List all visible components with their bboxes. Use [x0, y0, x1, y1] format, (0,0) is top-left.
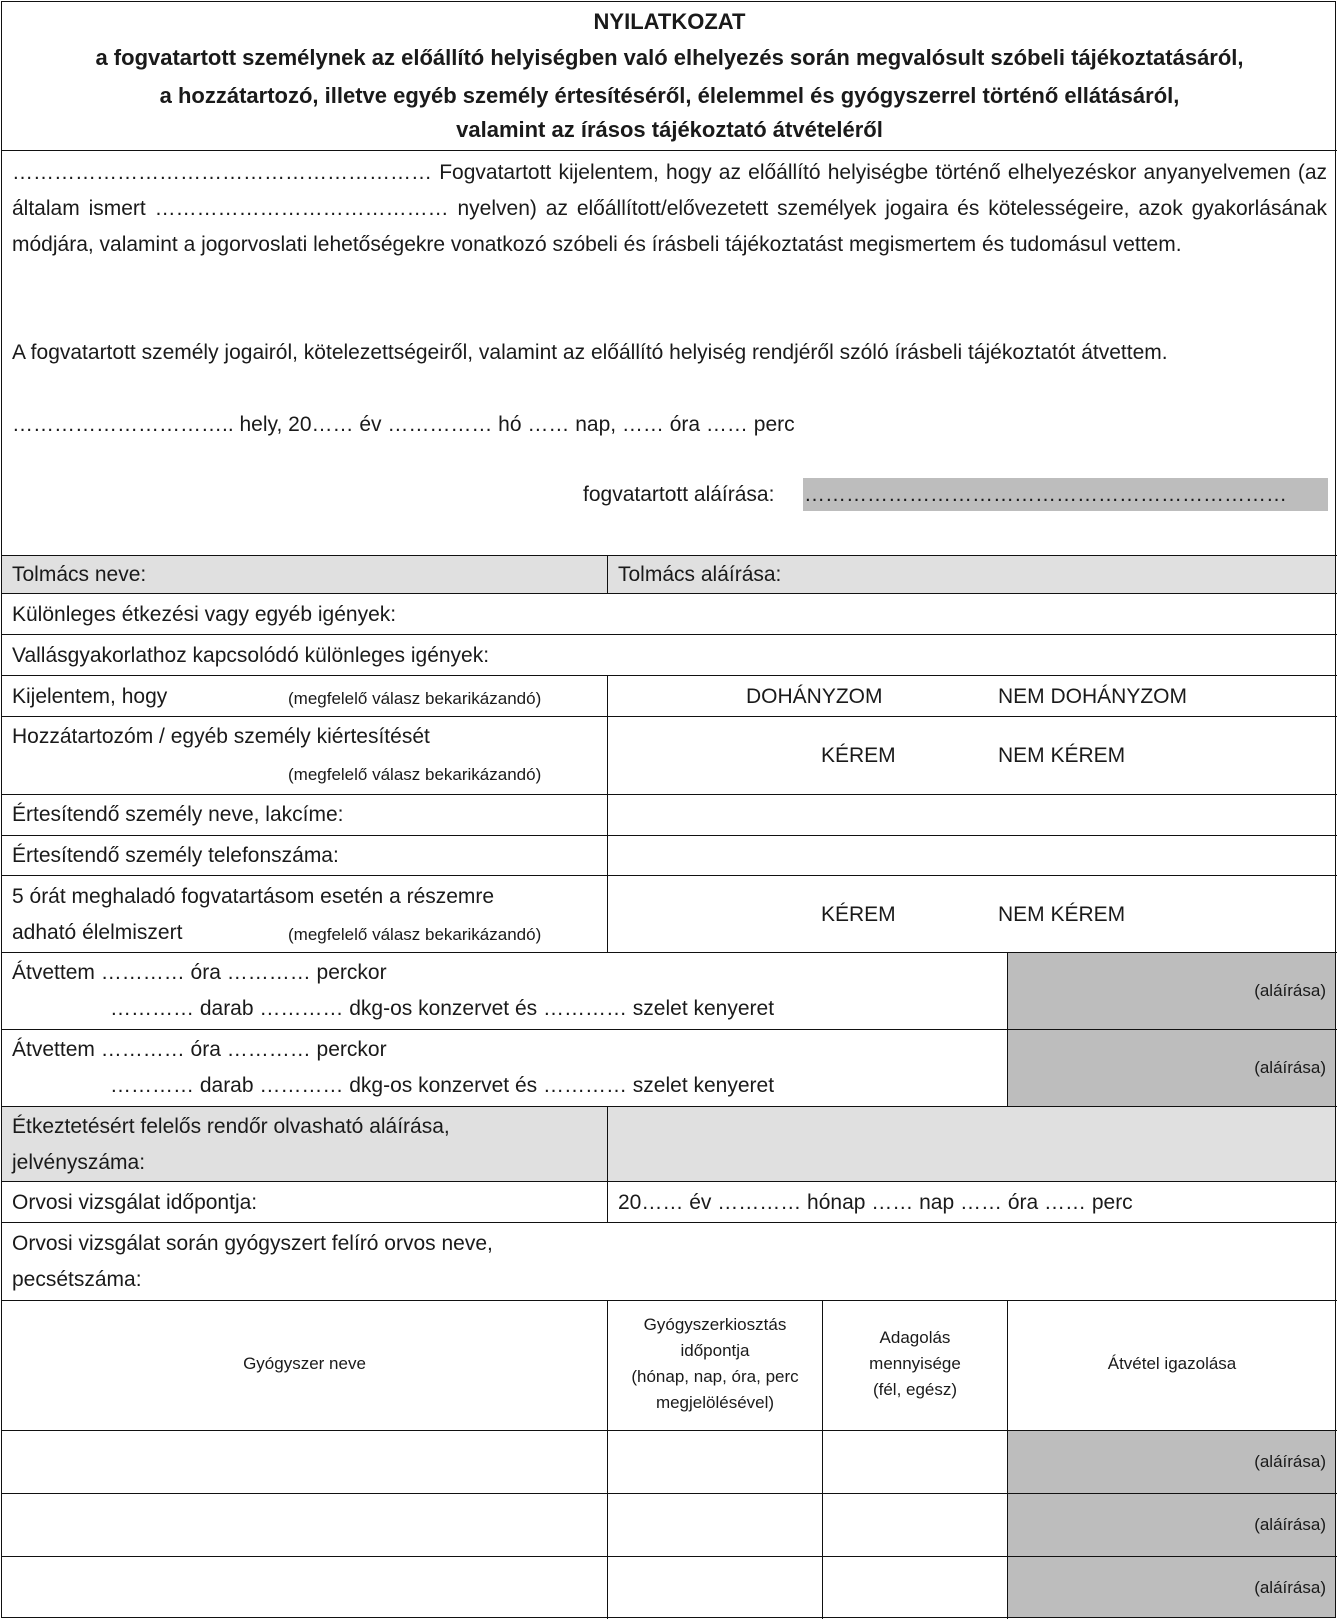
med-table-header-time: Gyógyszerkiosztás időpontja (hónap, nap, óra, perc megjelölésével) [631, 1315, 799, 1412]
officer-signature-label-line-2: jelvényszáma: [12, 1151, 146, 1174]
interpreter-signature-label: Tolmács aláírása: [618, 563, 782, 586]
divider [1, 555, 1337, 556]
notify-relative-label: Hozzátartozóm / egyéb személy kiértesítését [12, 725, 430, 748]
divider [1, 1029, 1337, 1030]
received-time-line: Átvettem ………… óra ………… perckor [12, 1038, 387, 1061]
prisoner-signature-dots: …………………………………………………………… [804, 483, 1287, 506]
circle-hint: (megfelelő válasz bekarikázandó) [288, 925, 542, 944]
med-row-signature-label: (aláírása) [1254, 1452, 1326, 1471]
med-table-header-name: Gyógyszer neve [243, 1354, 366, 1373]
interpreter-name-label: Tolmács neve: [12, 563, 147, 586]
option-food-request[interactable]: KÉREM [821, 903, 896, 926]
form-subtitle-line-2: a hozzátartozó, illetve egyéb személy értesítéséről, élelemmel és gyógyszerrel történő ellátásáról, [159, 83, 1180, 108]
food-label-line-2: adható élelmiszert [12, 921, 183, 944]
special-diet-label: Különleges étkezési vagy egyéb igények: [12, 603, 397, 626]
leaflet-received-statement: A fogvatartott személy jogairól, kötelezettségeiről, valamint az előállító helyiség rendjéről szóló írásbeli tájékoztatót átvettem. [12, 341, 1168, 364]
declaration-paragraph: …………………………………………………… Fogvatartott kijelentem, hogy az előállító helyiségbe történő elhelyezéskor anyanyelvemen (az általam ismert …………………………………… nyelven) az előállított/elővezetett személyek jogaira és kötelességeire, azok gyakorlásának módjára, valamint a jogorvoslati lehetőségekre vonatkozó szóbeli és írásbeli tájékoztatást megismertem és tudomásul vettem. [12, 161, 1327, 256]
form-subtitle-line-1: a fogvatartott személynek az előállító helyiségben való elhelyezés során megvalósult szóbeli tájékoztatásáról, [95, 45, 1244, 70]
option-food-decline[interactable]: NEM KÉREM [998, 903, 1126, 926]
medical-exam-time-label: Orvosi vizsgálat időpontja: [12, 1191, 258, 1214]
divider [1, 634, 1337, 635]
divider [1, 675, 1337, 676]
divider [1, 1556, 1337, 1557]
column-divider [1007, 1300, 1008, 1619]
option-non-smoking[interactable]: NEM DOHÁNYZOM [998, 685, 1187, 708]
circle-hint: (megfelelő válasz bekarikázandó) [288, 765, 542, 784]
med-table-header-receipt: Átvétel igazolása [1107, 1354, 1237, 1373]
column-divider [1007, 952, 1008, 1106]
option-notify-request[interactable]: KÉREM [821, 744, 896, 767]
column-divider [607, 555, 608, 593]
prisoner-signature-label: fogvatartott aláírása: [583, 483, 775, 506]
received-food-line: ………… darab ………… dkg-os konzervet és ………… szelet kenyeret [110, 997, 775, 1020]
divider [1, 1493, 1337, 1494]
received-signature-label: (aláírása) [1254, 1058, 1326, 1077]
circle-hint: (megfelelő válasz bekarikázandó) [288, 689, 542, 708]
divider [1, 150, 1337, 151]
option-notify-decline[interactable]: NEM KÉREM [998, 744, 1126, 767]
received-signature-label: (aláírása) [1254, 981, 1326, 1000]
notify-person-address-label: Értesítendő személy neve, lakcíme: [12, 803, 344, 826]
column-divider [607, 1106, 608, 1222]
divider [1, 875, 1337, 876]
doctor-name-label-line-2: pecsétszáma: [12, 1268, 142, 1291]
divider [1, 835, 1337, 836]
divider [1, 1106, 1337, 1107]
divider [1, 794, 1337, 795]
med-row-signature-label: (aláírása) [1254, 1578, 1326, 1597]
smoking-label: Kijelentem, hogy [12, 685, 168, 708]
received-food-line: ………… darab ………… dkg-os konzervet és ………… szelet kenyeret [110, 1074, 775, 1097]
notify-person-phone-label: Értesítendő személy telefonszáma: [12, 844, 339, 867]
option-smoking[interactable]: DOHÁNYZOM [746, 685, 883, 708]
doctor-name-label-line-1: Orvosi vizsgálat során gyógyszert felíró orvos neve, [12, 1232, 493, 1255]
place-date-line[interactable]: ………………………….. hely, 20…… év …………… hó …… nap, …… óra …… perc [12, 413, 795, 436]
divider [1, 1181, 1337, 1182]
med-row-signature-label: (aláírása) [1254, 1515, 1326, 1534]
officer-signature-label-line-1: Étkeztetésért felelős rendőr olvasható aláírása, [12, 1115, 450, 1138]
received-time-line: Átvettem ………… óra ………… perckor [12, 961, 387, 984]
food-label-line-1: 5 órát meghaladó fogvatartásom esetén a részemre [12, 885, 495, 908]
divider [1, 1300, 1337, 1301]
divider [1, 1430, 1337, 1431]
form-subtitle-line-3: valamint az írásos tájékoztató átvételéről [456, 117, 883, 142]
divider [1, 593, 1337, 594]
med-table-header-dosage: Adagolás mennyisége (fél, egész) [869, 1328, 961, 1399]
medical-exam-time-value[interactable]: 20…… év ………… hónap …… nap …… óra …… perc [618, 1191, 1133, 1214]
form-title: NYILATKOZAT [593, 9, 746, 34]
column-divider [607, 675, 608, 952]
divider [1, 716, 1337, 717]
divider [1, 1222, 1337, 1223]
divider [1, 952, 1337, 953]
religious-needs-label: Vallásgyakorlathoz kapcsolódó különleges igények: [12, 644, 490, 667]
